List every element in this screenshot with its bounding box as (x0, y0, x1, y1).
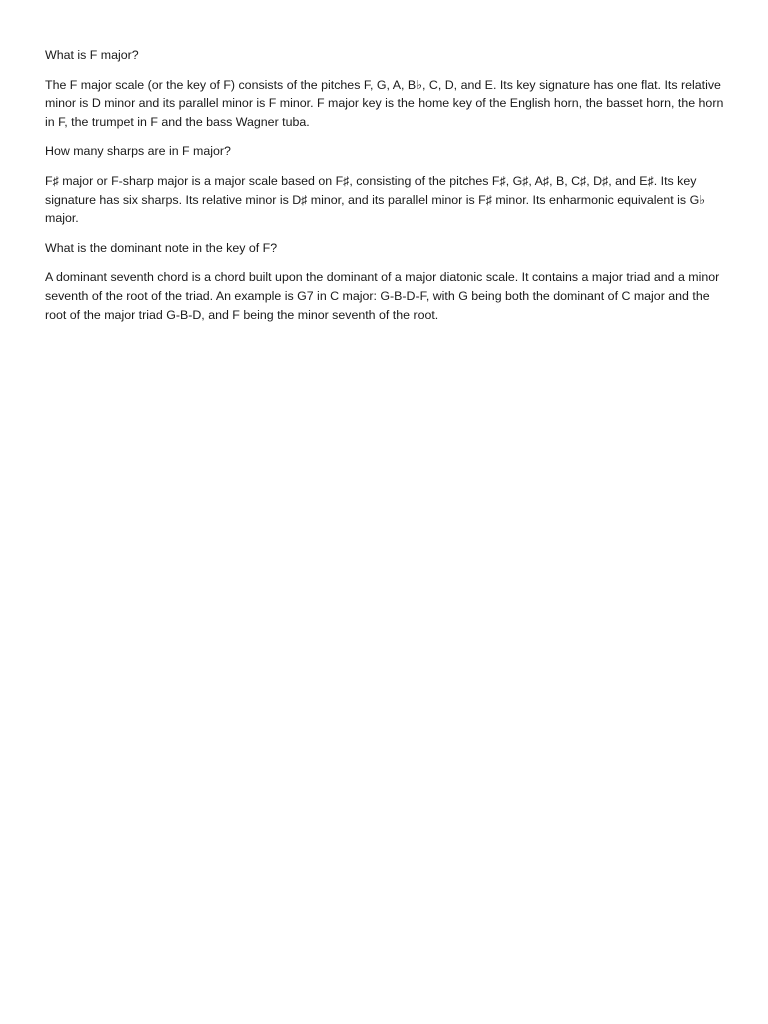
question-heading: What is the dominant note in the key of F? (45, 240, 278, 255)
question-heading: How many sharps are in F major? (45, 144, 231, 159)
document-page (45, 46, 727, 335)
answer-paragraph: F♯ major or F-sharp major is a major scale based on F♯, consisting of the pitches F♯, G♯, A♯, B, C♯, D♯, and E♯. Its key signature has six sharps. Its relative minor is D♯ minor, and its parallel minor is F♯ minor. Its enharmonic equivalent is G♭ major. (45, 173, 706, 226)
question-heading: What is F major? (45, 48, 139, 62)
answer-paragraph: A dominant seventh chord is a chord built upon the dominant of a major diatonic scale. It contains a major triad and a minor seventh of the root of the triad. An example is G7 in C major: G-B-D-F, with G being both the dominant of C major and the root of the major triad G-B-D, and F being the minor seventh of the root. (45, 270, 720, 322)
answer-paragraph: The F major scale (or the key of F) consists of the pitches F, G, A, B♭, C, D, and E. Its key signature has one flat. Its relative minor is D minor and its parallel minor is F minor. F major key is the home key of the English horn, the basset horn, the horn in F, the trumpet in F and the bass Wagner tuba. (45, 77, 724, 129)
